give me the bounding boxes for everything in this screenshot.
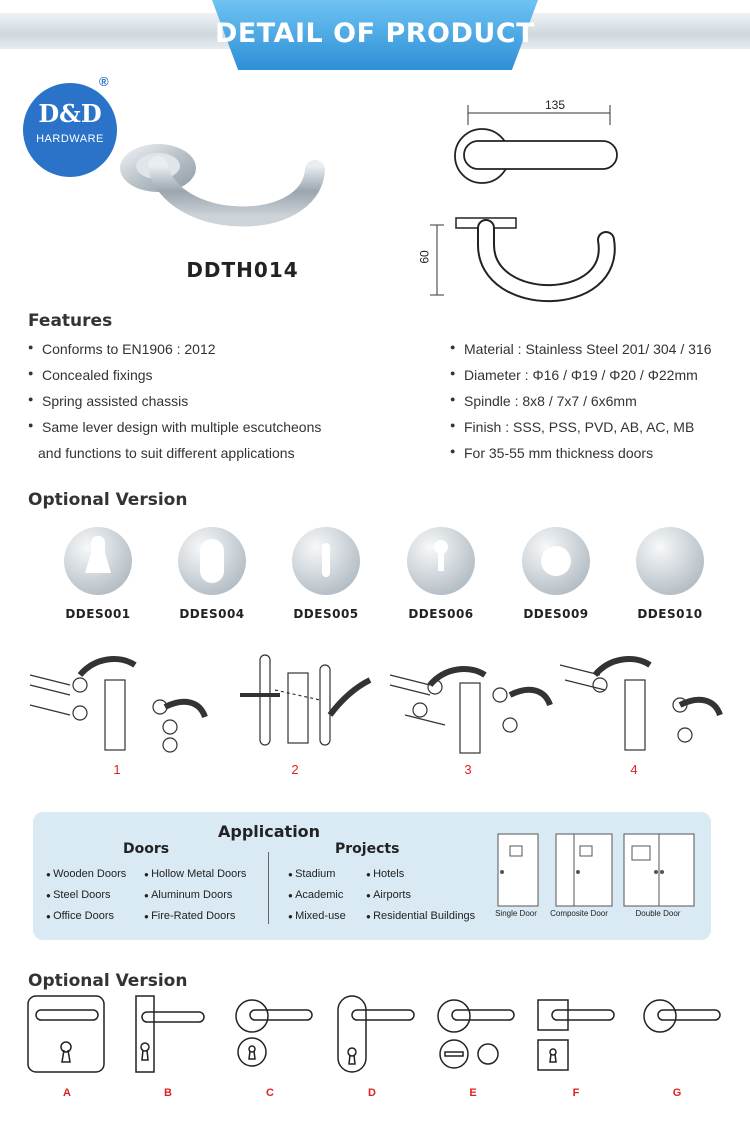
door-type-illustrations <box>490 832 700 908</box>
style-letter: G <box>672 1087 682 1099</box>
installation-diagram-4 <box>560 659 720 750</box>
project-item: ● Mixed-use <box>288 910 346 922</box>
technical-drawing <box>417 95 630 305</box>
door-type-item: ● Aluminum Doors <box>144 889 232 901</box>
width-dimension: 135 <box>545 98 566 112</box>
spec-item: ● Material : Stainless Steel 201/ 304 / 316 <box>452 341 742 367</box>
door-caption: Composite Door <box>550 909 608 918</box>
installation-diagram-3 <box>390 669 550 753</box>
escutcheon-ddes005 <box>292 527 360 595</box>
door-type-item: ● Steel Doors <box>46 889 111 901</box>
project-item: ● Academic <box>288 889 343 901</box>
escutcheon-ddes004 <box>178 527 246 595</box>
composite-door-illustration <box>556 834 612 906</box>
features-left-list <box>30 341 360 471</box>
project-item: ● Airports <box>366 889 411 901</box>
logo-main-text: D&D <box>38 99 102 128</box>
escutcheon-label: DDES001 <box>65 607 131 621</box>
spec-item: ● Spindle : 8x8 / 7x7 / 6x6mm <box>452 393 742 419</box>
spec-item: ● For 35-55 mm thickness doors <box>452 445 742 471</box>
doors-title: Doors <box>123 841 170 857</box>
project-item: ● Hotels <box>366 868 404 880</box>
escutcheon-label: DDES010 <box>637 607 703 621</box>
project-item: ● Residential Buildings <box>366 910 475 922</box>
projects-title: Projects <box>335 841 400 857</box>
features-title: Features <box>28 311 113 331</box>
escutcheon-ddes009 <box>522 527 590 595</box>
style-letter: A <box>63 1087 71 1099</box>
spec-item: ● Diameter : Φ16 / Φ19 / Φ20 / Φ22mm <box>452 367 742 393</box>
escutcheon-label: DDES009 <box>523 607 589 621</box>
style-f <box>538 1000 614 1070</box>
feature-item: ● Concealed fixings <box>30 367 360 393</box>
escutcheon-ddes001 <box>64 527 132 595</box>
diagram-number: 3 <box>464 762 472 777</box>
style-g <box>644 1000 720 1032</box>
escutcheon-ddes010 <box>636 527 704 595</box>
style-a <box>28 996 104 1072</box>
escutcheon-label: DDES005 <box>293 607 359 621</box>
door-type-item: ● Fire-Rated Doors <box>144 910 235 922</box>
door-type-item: ● Hollow Metal Doors <box>144 868 246 880</box>
optional-styles-title: Optional Version <box>28 971 188 991</box>
door-type-item: ● Office Doors <box>46 910 114 922</box>
door-type-item: ● Wooden Doors <box>46 868 126 880</box>
style-c <box>236 1000 312 1066</box>
product-model: DDTH014 <box>186 258 299 282</box>
style-letter: E <box>469 1087 477 1099</box>
brand-logo <box>23 83 117 177</box>
style-letter: C <box>266 1087 274 1099</box>
features-right-list <box>452 341 742 471</box>
handle-style-row <box>20 992 730 1077</box>
diagram-number: 1 <box>113 762 121 777</box>
style-letter: B <box>164 1087 172 1099</box>
style-b <box>136 996 204 1072</box>
double-door-illustration <box>624 834 694 906</box>
single-door-illustration <box>498 834 538 906</box>
escutcheon-ddes006 <box>407 527 475 595</box>
diagram-number: 4 <box>630 762 638 777</box>
escutcheon-label: DDES006 <box>408 607 474 621</box>
door-caption: Single Door <box>495 909 537 918</box>
installation-diagram-1 <box>30 659 205 752</box>
diagram-number: 2 <box>291 762 299 777</box>
escutcheon-label: DDES004 <box>179 607 245 621</box>
style-e <box>438 1000 514 1068</box>
installation-diagram-2 <box>240 655 370 745</box>
installation-diagrams <box>20 645 740 763</box>
page-title: DETAIL OF PRODUCT <box>214 18 536 49</box>
style-d <box>338 996 414 1072</box>
style-letter: D <box>368 1087 376 1099</box>
feature-item: and functions to suit different applications <box>38 445 295 461</box>
height-dimension: 60 <box>417 250 432 264</box>
optional-version-title: Optional Version <box>28 490 188 510</box>
escutcheon-row <box>0 525 750 600</box>
project-item: ● Stadium <box>288 868 335 880</box>
feature-item: ● Spring assisted chassis <box>30 393 360 419</box>
product-handle-image <box>110 120 330 250</box>
feature-item: ● Same lever design with multiple escutcheons <box>30 419 360 445</box>
feature-item: ● Conforms to EN1906 : 2012 <box>30 341 360 367</box>
spec-item: ● Finish : SSS, PSS, PVD, AB, AC, MB <box>452 419 742 445</box>
registered-mark: ® <box>99 74 109 89</box>
application-divider <box>268 852 269 924</box>
style-letter: F <box>572 1087 580 1099</box>
logo-sub-text: HARDWARE <box>36 133 104 145</box>
door-caption: Double Door <box>635 909 681 918</box>
application-title: Application <box>218 822 321 841</box>
